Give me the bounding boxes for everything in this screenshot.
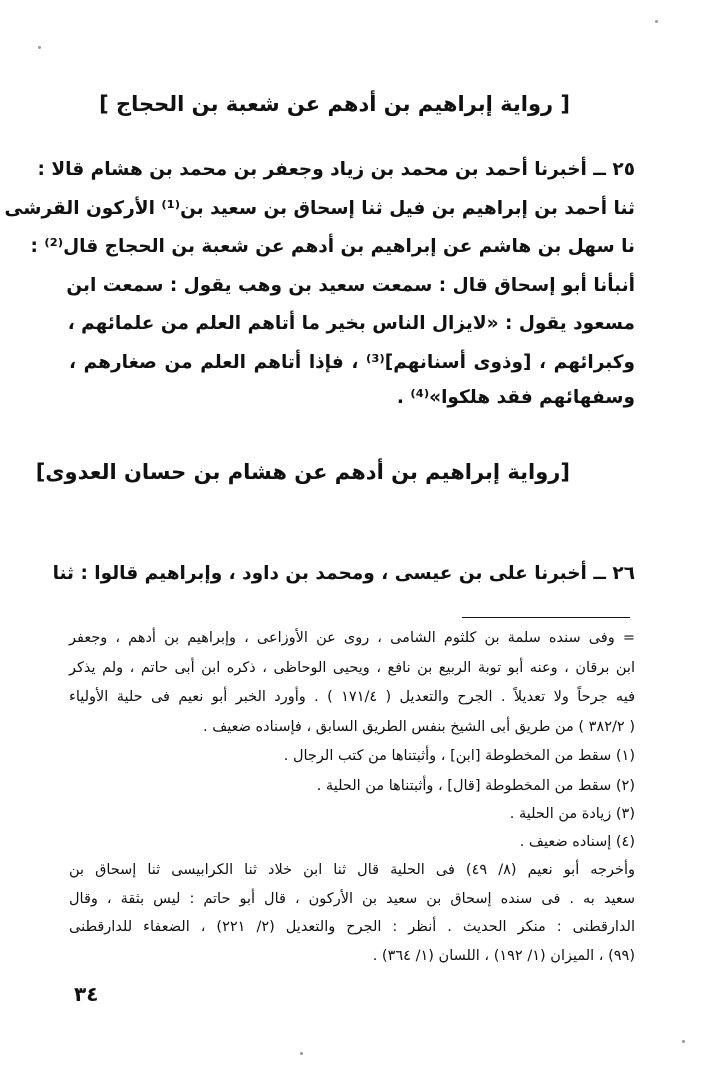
footnote-line: = وفى سنده سلمة بن كلثوم الشامى ، روى عن الأوزاعى ، وإبراهيم بن أدهم ، وجعفر [69,630,635,646]
hadith-line: نا سهل بن هاشم عن إبراهيم بن أدهم عن شعبة بن الحجاج قال⁽²⁾ : [30,236,635,257]
footnote-3: (٣) زيادة من الحلية . [509,806,635,822]
hadith-line: وسفهائهم فقد هلكوا»⁽⁴⁾ . [396,387,635,408]
hadith-line: ثنا أحمد بن إبراهيم بن فيل ثنا إسحاق بن سعيد بن⁽¹⁾ الأركون القرشى [4,198,635,219]
footnote-line: ابن برقان ، وعنه أبو توبة الربيع بن نافع ، ويحيى الوحاظى ، ذكره ابن أبى حاتم ، ولم يذكر [69,660,635,676]
footnote-separator [462,617,630,618]
footnote-line: وأخرجه أبو نعيم (٨/ ٤٩) فى الحلية قال ثنا ابن خلاد ثنا الكرابيسى ثنا إسحاق بن [69,862,636,878]
section-heading-shuba: [ رواية إبراهيم بن أدهم عن شعبة بن الحجاج ] [99,92,570,116]
hadith-line: ٢٥ ــ أخبرنا أحمد بن محمد بن زياد وجعفر بن محمد بن هشام قالا : [37,159,635,180]
scan-speck [655,20,658,23]
hadith-line: أنبأنا أبو إسحاق قال : سمعت سعيد بن وهب يقول : سمعت ابن [66,275,635,296]
footnote-line: (٩٩) ، الميزان (١/ ١٩٢) ، اللسان (١/ ٣٦٤) . [372,948,635,964]
hadith-26-opening: ٢٦ ــ أخبرنا على بن عيسى ، ومحمد بن داود ، وإبراهيم قالوا : ثنا [52,563,635,584]
footnote-line: سعيد به . فى سنده إسحاق بن سعيد بن الأركون ، قال أبو حاتم : ليس بثقة ، وقال [69,891,635,907]
footnote-4: (٤) إسناده ضعيف . [519,834,635,850]
scan-speck [682,1040,685,1043]
section-heading-hisham: [رواية إبراهيم بن أدهم عن هشام بن حسان العدوى] [35,460,570,484]
hadith-line: وكبرائهم ، [وذوى أسنانهم]⁽³⁾ ، فإذا أتاهم العلم من صغارهم ، [69,352,636,373]
footnote-line: ( ٣٨٢/٢ ) من طريق أبى الشيخ بنفس الطريق السابق ، فإسناده ضعيف . [203,719,635,735]
hadith-line: مسعود يقول : «لايزال الناس بخير ما أتاهم العلم من علمائهم ، [67,313,635,334]
footnote-2: (٢) سقط من المخطوطة [قال] ، وأثبتناها من الحلية . [316,778,635,794]
scan-speck [300,1052,303,1055]
footnote-1: (١) سقط من المخطوطة [ابن] ، وأثبتناها من كتب الرجال . [283,748,635,764]
footnote-line: الدارقطنى : منكر الحديث . أنظر : الجرح والتعديل (٢/ ٢٢١) ، الضعفاء للدارقطنى [69,919,635,935]
page-number: ٣٤ [74,982,99,1006]
footnote-line: فيه جرحاً ولا تعديلاً . الجرح والتعديل ( ١٧١/٤ ) . وأورد الخبر أبو نعيم فى حلية الأولياء [69,689,636,705]
scan-speck [38,46,41,49]
